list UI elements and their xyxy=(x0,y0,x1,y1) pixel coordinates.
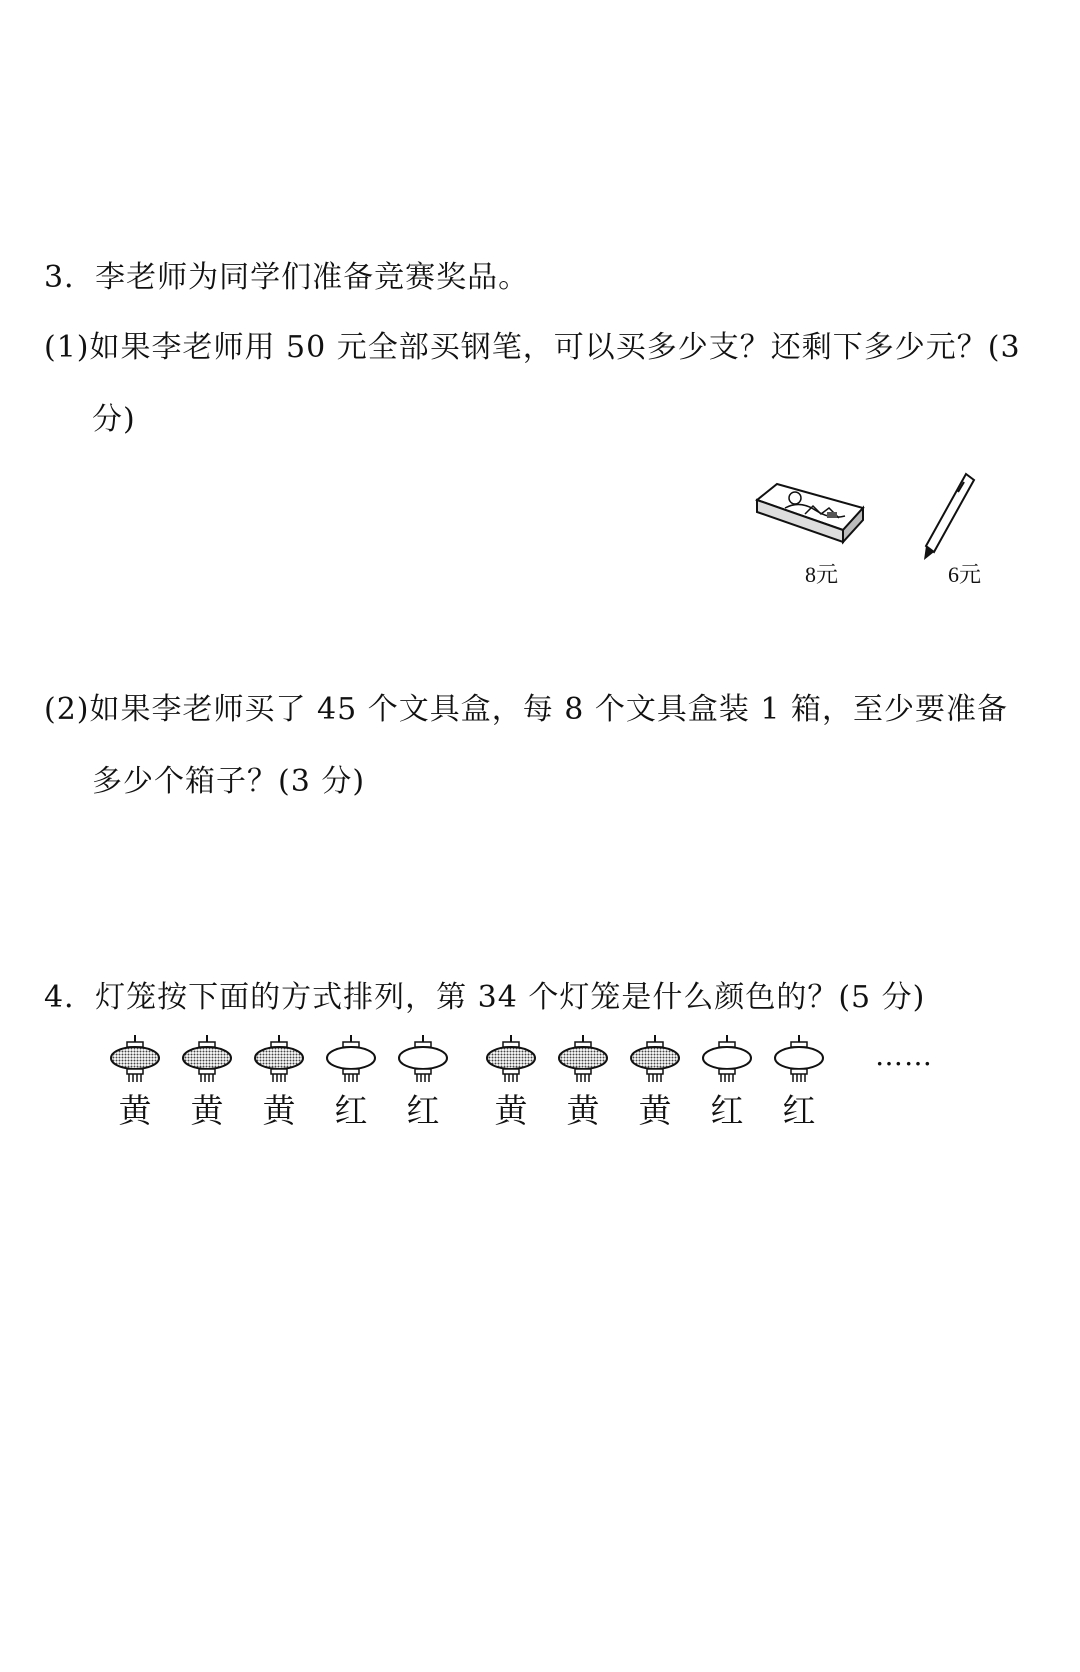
lantern-item xyxy=(321,1035,381,1135)
lantern-icon xyxy=(773,1035,825,1083)
lantern-item xyxy=(481,1035,541,1135)
lantern-color-label: 红 xyxy=(782,1091,816,1130)
question-3-part-1-continued: 分) xyxy=(92,402,136,437)
lantern-item xyxy=(769,1035,829,1135)
question-4-title: 4．灯笼按下面的方式排列，第 34 个灯笼是什么颜色的？(5 分) xyxy=(44,980,926,1015)
lantern-color-label: 红 xyxy=(710,1091,744,1130)
lantern-color-label: 黄 xyxy=(638,1091,672,1130)
lantern-icon xyxy=(557,1035,609,1083)
pen-icon xyxy=(918,472,978,566)
lantern-color-label: 黄 xyxy=(190,1091,224,1130)
ellipsis: …… xyxy=(875,1039,933,1072)
lantern-icon xyxy=(485,1035,537,1083)
lantern-color-label: 黄 xyxy=(262,1091,296,1130)
lantern-item xyxy=(553,1035,613,1135)
lantern-color-label: 黄 xyxy=(566,1091,600,1130)
lantern-color-label: 黄 xyxy=(494,1091,528,1130)
lantern-icon xyxy=(181,1035,233,1083)
pencil-box-price: 8元 xyxy=(805,562,839,587)
lantern-sequence xyxy=(105,1035,955,1135)
lantern-icon xyxy=(629,1035,681,1083)
lantern-color-label: 红 xyxy=(334,1091,368,1130)
question-3-part-2: (2)如果李老师买了 45 个文具盒，每 8 个文具盒装 1 箱，至少要准备 xyxy=(44,692,1009,727)
lantern-icon xyxy=(253,1035,305,1083)
lantern-item xyxy=(393,1035,453,1135)
lantern-color-label: 黄 xyxy=(118,1091,152,1130)
pencil-box-icon xyxy=(755,480,865,554)
question-3-part-1: (1)如果李老师用 50 元全部买钢笔，可以买多少支？还剩下多少元？(3 xyxy=(44,330,1021,365)
lantern-icon xyxy=(325,1035,377,1083)
lantern-icon xyxy=(701,1035,753,1083)
question-3-part-2-continued: 多少个箱子？(3 分) xyxy=(92,764,366,799)
question-3-title: 3．李老师为同学们准备竞赛奖品。 xyxy=(44,260,530,295)
lantern-item xyxy=(105,1035,165,1135)
lantern-icon xyxy=(397,1035,449,1083)
lantern-item xyxy=(625,1035,685,1135)
lantern-color-label: 红 xyxy=(406,1091,440,1130)
pen-price: 6元 xyxy=(948,562,982,587)
lantern-icon xyxy=(109,1035,161,1083)
lantern-item xyxy=(697,1035,757,1135)
lantern-item xyxy=(177,1035,237,1135)
lantern-item xyxy=(249,1035,309,1135)
